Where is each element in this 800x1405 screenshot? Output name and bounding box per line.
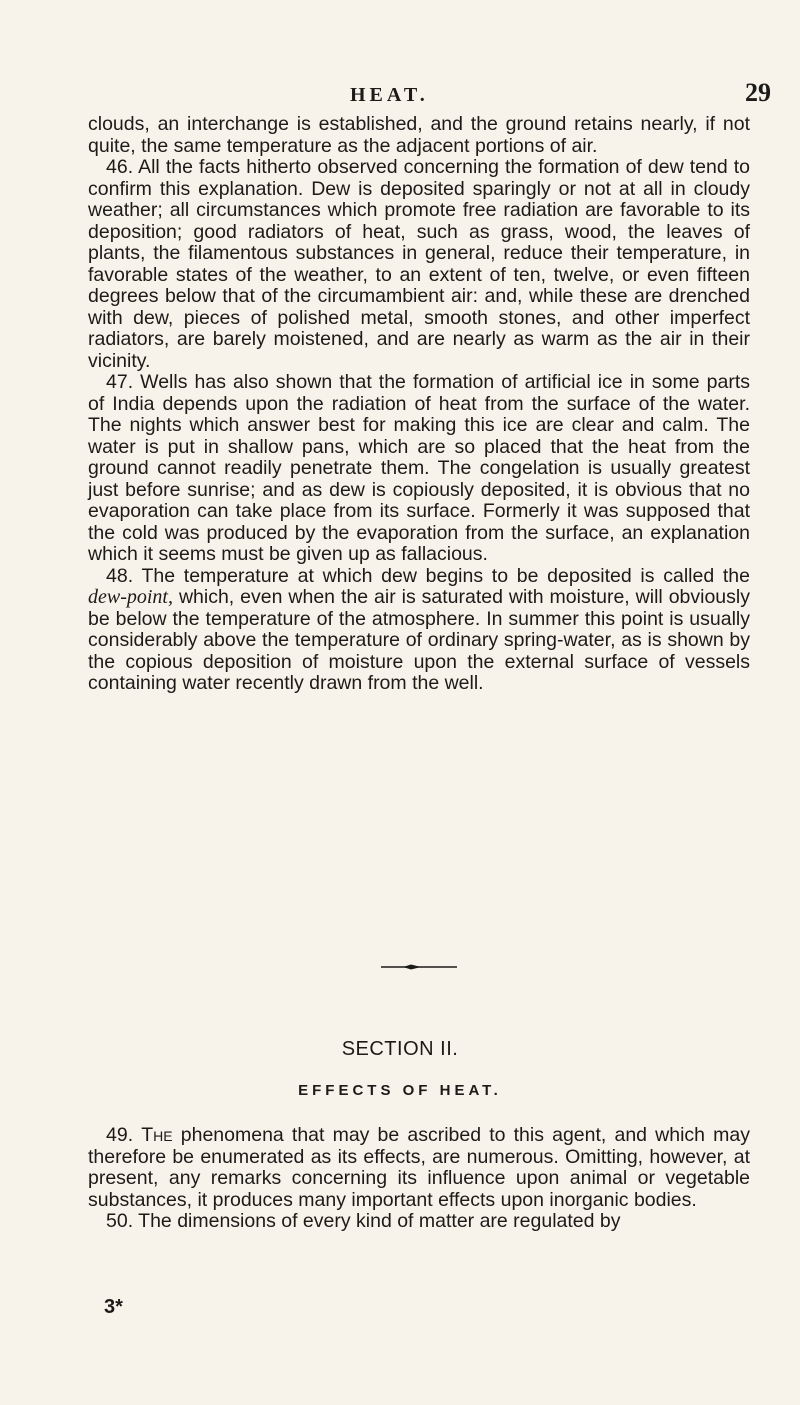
paragraph-49 bbox=[88, 1125, 750, 1211]
section-subtitle: EFFECTS OF HEAT. bbox=[298, 1082, 502, 1099]
section-divider-ornament bbox=[381, 963, 457, 971]
paragraph-48-start: 48. The temperature at which dew begins to be deposited is called the bbox=[106, 564, 750, 587]
section-text bbox=[88, 1125, 750, 1233]
dew-point-term: dew-point, bbox=[88, 586, 173, 608]
main-text bbox=[88, 114, 750, 695]
paragraph-continued: clouds, an interchange is established, and the ground retains nearly, if not quite, the same temperature as the adjacent portions of air. bbox=[88, 113, 750, 157]
paragraph-48 bbox=[88, 566, 750, 695]
paragraph-49-smallcaps: The bbox=[141, 1124, 173, 1146]
paragraph-49-rest: phenomena that may be ascribed to this agent, and which may therefore be enumerated as its effects, are numerous. Omitting, however, at present, any remarks concerning its influence upon animal or vegetable substances, it produces many important effects upon inorganic bodies. bbox=[88, 1124, 750, 1211]
signature-mark: 3* bbox=[104, 1296, 123, 1318]
running-head: HEAT. bbox=[350, 84, 429, 106]
paragraph-48-end: which, even when the air is saturated with moisture, will obviously be below the temperature of the atmosphere. In summer this point is usually considerably above the temperature of ordinary spring-water, as is shown by the copious deposition of moisture upon the external surface of vessels containing water recently drawn from the well. bbox=[88, 586, 750, 694]
page-number: 29 bbox=[745, 78, 771, 107]
section-title: SECTION II. bbox=[341, 1038, 459, 1060]
paragraph-49-number: 49. bbox=[106, 1124, 142, 1146]
paragraph-50: 50. The dimensions of every kind of matter are regulated by bbox=[106, 1210, 621, 1232]
paragraph-47: 47. Wells has also shown that the formation of artificial ice in some parts of India depends upon the radiation of heat from the surface of the water. The nights which answer best for making this ice are clear and calm. The water is put in shallow pans, which are so placed that the heat from the ground cannot readily penetrate them. The congelation is usually greatest just before sunrise; and as dew is copiously deposited, it is obvious that no evaporation can take place from its surface. Formerly it was supposed that the cold was produced by the evaporation from the surface, an explanation which it seems must be given up as fallacious. bbox=[88, 371, 750, 565]
paragraph-46: 46. All the facts hitherto observed concerning the formation of dew tend to confirm this explanation. Dew is deposited sparingly or not at all in cloudy weather; all circumstances which promote free radiation are favorable to its deposition; good radiators of heat, such as grass, wood, the leaves of plants, the filamentous substances in general, reduce their temperature, in favorable states of the weather, to an extent of ten, twelve, or even fifteen degrees below that of the circumambient air: and, while these are drenched with dew, pieces of polished metal, smooth stones, and other imperfect radiators, are barely moistened, and are nearly as warm as the air in their vicinity. bbox=[88, 156, 750, 372]
